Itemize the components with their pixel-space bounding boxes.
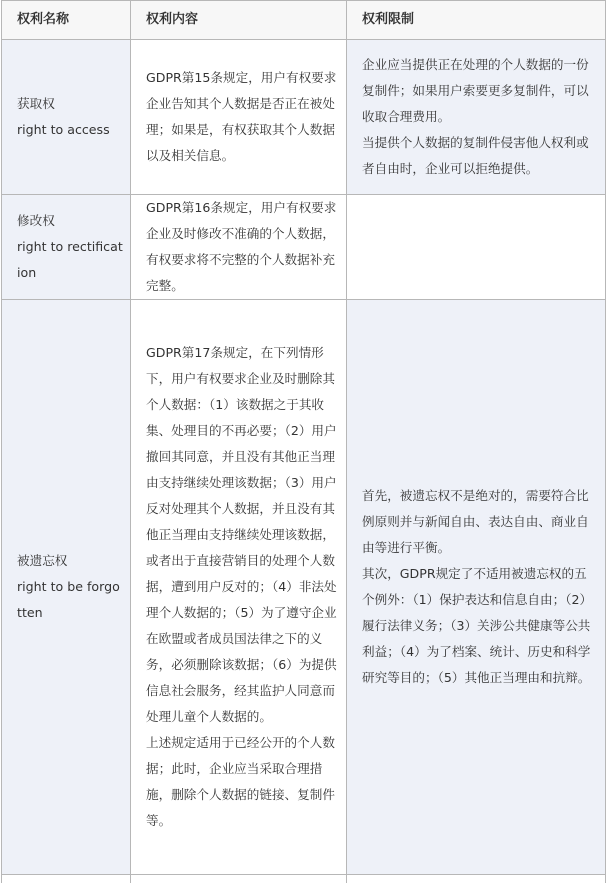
header-right-name: 权利名称 (2, 1, 131, 40)
right-name-cell (2, 300, 131, 875)
right-limits-cell (347, 300, 606, 875)
table-row-cut (2, 875, 606, 883)
right-content-cell (131, 300, 347, 875)
right-name-en: right to be forgotten (17, 574, 124, 626)
limits-paragraph: 企业应当提供正在处理的个人数据的一份复制件；如果用户索要更多复制件，可以收取合理费用。 (362, 52, 599, 130)
right-content-cell (131, 195, 347, 300)
right-limits-cell-empty (347, 195, 606, 300)
header-right-limits: 权利限制 (347, 1, 606, 40)
content-paragraph: GDPR第16条规定，用户有权要求企业及时修改不准确的个人数据，有权要求将不完整的个人数据补充完整。 (146, 195, 340, 299)
right-name-cell (2, 40, 131, 195)
table-row (2, 300, 606, 875)
right-limits-cell (347, 40, 606, 195)
limits-paragraph: 其次，GDPR规定了不适用被遗忘权的五个例外：（1）保护表达和信息自由；（2）履行法律义务；（3）关涉公共健康等公共利益；（4）为了档案、统计、历史和科学研究等目的；（5）其他正当理由和抗辩。 (362, 561, 599, 691)
table-row (2, 195, 606, 300)
limits-paragraph: 首先，被遗忘权不是绝对的，需要符合比例原则并与新闻自由、表达自由、商业自由等进行平衡。 (362, 483, 599, 561)
rights-table (1, 0, 606, 883)
right-name-cn: 被遗忘权 (17, 548, 124, 574)
right-content-cell (131, 40, 347, 195)
content-paragraph: 上述规定适用于已经公开的个人数据；此时，企业应当采取合理措施，删除个人数据的链接、复制件等。 (146, 730, 340, 834)
cut-cell (347, 875, 606, 883)
right-name-cn: 获取权 (17, 91, 124, 117)
right-name-cell (2, 195, 131, 300)
limits-paragraph: 当提供个人数据的复制件侵害他人权利或者自由时，企业可以拒绝提供。 (362, 130, 599, 182)
table-row (2, 40, 606, 195)
content-paragraph: GDPR第15条规定，用户有权要求企业告知其个人数据是否正在被处理；如果是，有权获取其个人数据以及相关信息。 (146, 65, 340, 169)
right-name-en: right to access (17, 117, 124, 143)
right-name-en: right to rectification (17, 234, 124, 286)
header-right-content: 权利内容 (131, 1, 347, 40)
right-name-cn: 修改权 (17, 208, 124, 234)
header-row (2, 1, 606, 40)
cut-cell (2, 875, 131, 883)
content-paragraph: GDPR第17条规定，在下列情形下，用户有权要求企业及时删除其个人数据：（1）该数据之于其收集、处理目的不再必要；（2）用户撤回其同意，并且没有其他正当理由支持继续处理该数据；（3）用户反对处理其个人数据，并且没有其他正当理由支持继续处理该数据，或者出于直接营销目的处理个人数据，遭到用户反对的；（4）非法处理个人数据的；（5）为了遵守企业在欧盟或者成员国法律之下的义务，必须删除该数据；（6）为提供信息社会服务，经其监护人同意而处理儿童个人数据的。 (146, 340, 340, 730)
cut-cell (131, 875, 347, 883)
